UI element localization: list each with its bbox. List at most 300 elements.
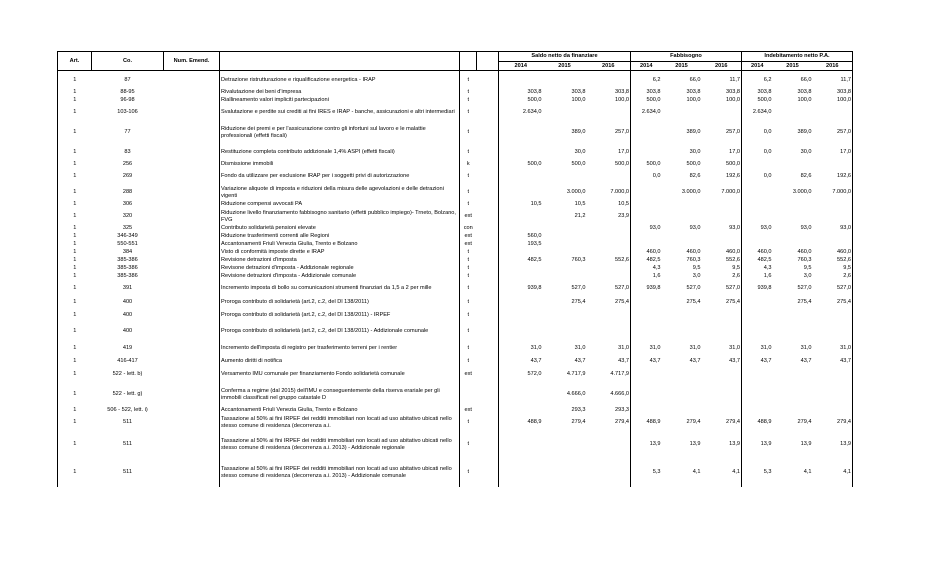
description-cell: Fondo da utilizzare per esclusione IRAP per i soggetti privi di autorizzazione: [220, 169, 460, 185]
spacer-cell: [477, 273, 499, 281]
value-cell: 482,5: [757, 257, 772, 264]
value-cell: [702, 383, 742, 407]
value-cell: 5,3: [652, 469, 661, 476]
description-cell: Revisone detrazioni d'imposta - Addizionale regionale: [220, 265, 460, 273]
value-cell: [499, 309, 543, 323]
co-cell: 511: [123, 469, 132, 476]
type-cell: ext: [464, 407, 472, 414]
value-cell: [702, 407, 742, 415]
co-cell: 400: [122, 299, 133, 306]
value-cell: 7.000,0: [702, 185, 742, 201]
value-cell: 0,0: [763, 173, 772, 180]
group-header-fabbisogno: Fabbisogno: [631, 52, 742, 62]
type-cell: t: [467, 173, 470, 180]
co-header: Co.: [92, 52, 164, 71]
value-cell: [631, 121, 662, 145]
value-cell: 500,0: [702, 161, 742, 169]
type-cell: t: [467, 469, 470, 476]
table-row: [58, 431, 853, 459]
type-cell: t: [467, 249, 470, 256]
value-cell: 93,0: [760, 225, 772, 232]
num-emend-cell: [164, 97, 220, 105]
value-cell: [587, 273, 631, 281]
description-header: [220, 52, 460, 71]
type-cell: t: [467, 129, 470, 136]
value-cell: [662, 201, 702, 209]
value-cell: 43,7: [813, 357, 853, 367]
value-cell: [499, 383, 543, 407]
value-cell: [662, 233, 702, 241]
description-cell: Tassazione al 50% ai fini IRPEF dei redditi immobiliari non locati ad uso abitativo ubicati nello stesso comune di residenza (decorrenza a.i.: [220, 415, 460, 431]
value-cell: [631, 323, 662, 341]
value-cell: 30,0: [574, 149, 586, 156]
art-cell: 1: [58, 383, 92, 407]
num-emend-cell: [164, 297, 220, 309]
value-cell: 10,5: [587, 201, 631, 209]
co-cell: 511: [123, 441, 132, 448]
value-cell: 6,2: [763, 76, 772, 83]
description-cell: Restituzione completa contributo addizionale 1,4% ASPI (effetti fiscali): [220, 145, 460, 161]
value-cell: [587, 459, 631, 487]
value-cell: 31,0: [574, 345, 586, 352]
num-emend-cell: [164, 161, 220, 169]
value-cell: 31,0: [702, 341, 742, 357]
value-cell: 13,9: [760, 441, 772, 448]
value-cell: 43,7: [689, 358, 701, 365]
num-emend-cell: [164, 357, 220, 367]
year-header: 2015: [675, 62, 688, 69]
value-cell: 2.634,0: [522, 109, 542, 116]
value-cell: [742, 209, 773, 225]
value-cell: [742, 297, 773, 309]
description-cell: Revisione detrazioni d'imposta: [220, 257, 460, 265]
value-cell: [499, 459, 543, 487]
spacer-cell: [477, 281, 499, 297]
value-cell: 13,9: [689, 441, 701, 448]
table-row: [58, 459, 853, 487]
description-cell: Svalutazione e perdite sui crediti ai fini IRES e IRAP - banche, assicurazioni e altri intermediari: [220, 105, 460, 121]
spacer-cell: [477, 233, 499, 241]
spacer-cell: [477, 265, 499, 273]
co-cell: 320: [122, 213, 133, 220]
value-cell: [499, 323, 543, 341]
num-emend-cell: [164, 225, 220, 233]
value-cell: [587, 249, 631, 257]
table-row: [58, 201, 853, 209]
co-cell: 522 - lett. g): [112, 391, 143, 398]
value-cell: [773, 407, 813, 415]
art-cell: 1: [58, 407, 92, 415]
value-cell: 43,7: [800, 358, 812, 365]
value-cell: 43,7: [760, 358, 772, 365]
description-cell: Rivalutazione dei beni d'impresa: [220, 89, 460, 97]
value-cell: 4,1: [692, 469, 701, 476]
value-cell: [702, 367, 742, 383]
value-cell: 10,5: [574, 201, 586, 208]
value-cell: 3.000,0: [681, 189, 701, 196]
description-cell: Incremento dell'imposta di registro per trasferimento terreni per i rentier: [220, 341, 460, 357]
value-cell: 552,6: [587, 257, 631, 265]
value-cell: [702, 241, 742, 249]
spacer-cell: [477, 249, 499, 257]
value-cell: 31,0: [530, 345, 542, 352]
value-cell: 275,4: [813, 297, 853, 309]
co-cell: 288: [122, 189, 133, 196]
value-cell: [631, 145, 662, 161]
value-cell: [813, 201, 853, 209]
table-row: [58, 407, 853, 415]
co-cell: 103-106: [117, 109, 138, 116]
value-cell: 389,0: [686, 129, 701, 136]
type-cell: ext: [464, 371, 472, 378]
value-cell: [742, 407, 773, 415]
value-cell: 527,0: [686, 285, 701, 292]
value-cell: 500,0: [527, 97, 542, 104]
art-cell: 1: [58, 145, 92, 161]
spacer-cell: [477, 71, 499, 89]
value-cell: [813, 323, 853, 341]
value-cell: [662, 367, 702, 383]
value-cell: [499, 169, 543, 185]
group-header-indebitamento: Indebitamento netto P.A.: [742, 52, 853, 62]
value-cell: 43,7: [702, 357, 742, 367]
value-cell: [813, 407, 853, 415]
co-cell: 511: [123, 419, 132, 426]
value-cell: 4,3: [763, 265, 772, 272]
type-cell: t: [467, 312, 470, 319]
value-cell: [543, 431, 587, 459]
art-cell: 1: [58, 161, 92, 169]
value-cell: [662, 209, 702, 225]
value-cell: 939,8: [757, 285, 772, 292]
value-cell: 9,5: [813, 265, 853, 273]
value-cell: [813, 161, 853, 169]
value-cell: 21,2: [574, 213, 586, 220]
value-cell: 100,0: [797, 97, 812, 104]
value-cell: 257,0: [702, 121, 742, 145]
value-cell: [499, 145, 543, 161]
value-cell: 93,0: [800, 225, 812, 232]
value-cell: [773, 233, 813, 241]
value-cell: 460,0: [813, 249, 853, 257]
value-cell: 460,0: [797, 249, 812, 256]
value-cell: 279,4: [702, 415, 742, 431]
value-cell: 279,4: [813, 415, 853, 431]
table-row: [58, 241, 853, 249]
value-cell: 93,0: [689, 225, 701, 232]
num-emend-cell: [164, 71, 220, 89]
num-emend-cell: [164, 121, 220, 145]
value-cell: 279,4: [686, 419, 701, 426]
value-cell: [662, 105, 702, 121]
num-emend-cell: [164, 383, 220, 407]
co-cell: 400: [122, 312, 133, 319]
value-cell: 939,8: [646, 285, 661, 292]
type-cell: t: [467, 273, 470, 280]
type-cell: t: [467, 76, 470, 83]
value-cell: 3.000,0: [566, 189, 586, 196]
value-cell: [631, 407, 662, 415]
value-cell: 31,0: [649, 345, 661, 352]
value-cell: 257,0: [587, 121, 631, 145]
value-cell: [773, 309, 813, 323]
art-header: Art.: [58, 52, 92, 71]
value-cell: 7.000,0: [813, 185, 853, 201]
spacer-cell: [477, 169, 499, 185]
table-row: [58, 257, 853, 265]
art-cell: 1: [58, 233, 92, 241]
table-row: [58, 185, 853, 201]
value-cell: 488,9: [646, 419, 661, 426]
table-row: [58, 169, 853, 185]
table-row: [58, 309, 853, 323]
spacer-cell: [477, 145, 499, 161]
budget-table: [57, 51, 853, 487]
value-cell: [587, 309, 631, 323]
value-cell: [499, 297, 543, 309]
value-cell: 7.000,0: [587, 185, 631, 201]
value-cell: 500,0: [571, 161, 586, 168]
value-cell: [742, 323, 773, 341]
value-cell: 93,0: [649, 225, 661, 232]
value-cell: 2,6: [813, 273, 853, 281]
year-header: 2014: [751, 62, 764, 69]
art-cell: 1: [58, 105, 92, 121]
value-cell: 572,0: [527, 371, 542, 378]
co-cell: 522 - lett. b): [112, 371, 143, 378]
spacer-cell: [477, 341, 499, 357]
value-cell: [543, 71, 587, 89]
value-cell: [631, 383, 662, 407]
value-cell: 760,3: [571, 257, 586, 264]
description-cell: Detrazione ristrutturazione e riqualificazione energetica - IRAP: [220, 71, 460, 89]
value-cell: [742, 201, 773, 209]
value-cell: [813, 209, 853, 225]
table-row: [58, 105, 853, 121]
value-cell: 303,8: [571, 89, 586, 96]
value-cell: 303,8: [797, 89, 812, 96]
type-cell: k: [466, 161, 470, 168]
value-cell: 5,3: [763, 469, 772, 476]
table-row: [58, 121, 853, 145]
value-cell: 31,0: [587, 341, 631, 357]
value-cell: 527,0: [797, 285, 812, 292]
spacer-cell: [477, 323, 499, 341]
value-cell: [587, 323, 631, 341]
value-cell: [662, 383, 702, 407]
num-emend-cell: [164, 201, 220, 209]
value-cell: [543, 459, 587, 487]
value-cell: [631, 367, 662, 383]
value-cell: 275,4: [571, 299, 586, 306]
value-cell: 939,8: [527, 285, 542, 292]
table-row: [58, 273, 853, 281]
value-cell: [631, 185, 662, 201]
value-cell: 17,0: [702, 145, 742, 161]
value-cell: [587, 71, 631, 89]
art-cell: 1: [58, 281, 92, 297]
value-cell: 760,3: [797, 257, 812, 264]
spacer-header: [477, 52, 499, 71]
description-cell: Conferma a regime (dal 2015) dell'IMU e conseguentemente della riserva erariale per gli immobili classificati nel gruppo catastale D: [220, 383, 460, 407]
type-cell: [460, 383, 477, 407]
type-cell: t: [467, 201, 470, 208]
value-cell: 3.000,0: [792, 189, 812, 196]
value-cell: 43,7: [574, 358, 586, 365]
num-emend-cell: [164, 209, 220, 225]
value-cell: 4,1: [813, 459, 853, 487]
value-cell: [543, 309, 587, 323]
type-cell: t: [467, 358, 470, 365]
table-row: [58, 249, 853, 257]
value-cell: [543, 105, 587, 121]
co-cell: 419: [122, 345, 133, 352]
value-cell: 93,0: [813, 225, 853, 233]
year-header: 2015: [558, 62, 571, 69]
year-header: 2016: [587, 62, 631, 71]
value-cell: [813, 105, 853, 121]
value-cell: [773, 201, 813, 209]
value-cell: [702, 233, 742, 241]
value-cell: [499, 71, 543, 89]
value-cell: [587, 431, 631, 459]
value-cell: 460,0: [686, 249, 701, 256]
art-cell: 1: [58, 209, 92, 225]
value-cell: 100,0: [813, 97, 853, 105]
type-cell: t: [467, 149, 470, 156]
table-row: [58, 89, 853, 97]
co-cell: 306: [122, 201, 133, 208]
value-cell: 4,3: [652, 265, 661, 272]
type-cell: con: [463, 225, 473, 232]
value-cell: 460,0: [757, 249, 772, 256]
value-cell: 389,0: [571, 129, 586, 136]
value-cell: [543, 241, 587, 249]
art-cell: 1: [58, 71, 92, 89]
value-cell: 1,6: [763, 273, 772, 280]
type-cell: t: [467, 328, 470, 335]
value-cell: 303,8: [527, 89, 542, 96]
table-row: [58, 265, 853, 273]
art-cell: 1: [58, 273, 92, 281]
value-cell: 82,6: [800, 173, 812, 180]
co-cell: 325: [122, 225, 133, 232]
art-cell: 1: [58, 169, 92, 185]
value-cell: [773, 161, 813, 169]
table-row: [58, 383, 853, 407]
num-emend-cell: [164, 145, 220, 161]
value-cell: 500,0: [527, 161, 542, 168]
type-cell: t: [467, 89, 470, 96]
value-cell: 4.717,9: [587, 367, 631, 383]
value-cell: [499, 273, 543, 281]
value-cell: [773, 383, 813, 407]
value-cell: 6,2: [652, 76, 661, 83]
co-cell: 88-95: [120, 89, 135, 96]
value-cell: 257,0: [813, 121, 853, 145]
spacer-cell: [477, 225, 499, 233]
art-cell: 1: [58, 431, 92, 459]
value-cell: [773, 367, 813, 383]
value-cell: [702, 105, 742, 121]
description-cell: Versamento IMU comunale per finanziamento Fondo solidarietà comunale: [220, 367, 460, 383]
co-cell: 346-349: [117, 233, 138, 240]
value-cell: 9,5: [803, 265, 812, 272]
value-cell: [702, 323, 742, 341]
table-row: [58, 341, 853, 357]
value-cell: [587, 225, 631, 233]
value-cell: 275,4: [797, 299, 812, 306]
value-cell: [587, 169, 631, 185]
description-cell: Contributo solidarietà pensioni elevate: [220, 225, 460, 233]
description-cell: Proroga contributo di solidarietà (art.2, c.2, del Dl 138/2011): [220, 297, 460, 309]
value-cell: [499, 225, 543, 233]
value-cell: 303,8: [702, 89, 742, 97]
value-cell: [702, 201, 742, 209]
art-cell: 1: [58, 89, 92, 97]
value-cell: 13,9: [649, 441, 661, 448]
table-body: [58, 71, 853, 487]
art-cell: 1: [58, 185, 92, 201]
value-cell: 13,9: [702, 431, 742, 459]
art-cell: 1: [58, 241, 92, 249]
value-cell: [543, 169, 587, 185]
spacer-cell: [477, 459, 499, 487]
value-cell: 2.634,0: [752, 109, 772, 116]
value-cell: [587, 233, 631, 241]
table-row: [58, 415, 853, 431]
num-emend-cell: [164, 105, 220, 121]
art-cell: 1: [58, 225, 92, 233]
value-cell: 279,4: [571, 419, 586, 426]
description-cell: Riduzione trasferimenti correnti alle Regioni: [220, 233, 460, 241]
co-cell: 256: [122, 161, 133, 168]
description-cell: Aumento diritti di notifica: [220, 357, 460, 367]
spacer-cell: [477, 209, 499, 225]
spacer-cell: [477, 121, 499, 145]
value-cell: 93,0: [702, 225, 742, 233]
value-cell: 0,0: [763, 129, 772, 136]
table-row: [58, 357, 853, 367]
art-cell: 1: [58, 459, 92, 487]
value-cell: [742, 383, 773, 407]
art-cell: 1: [58, 323, 92, 341]
co-cell: 269: [122, 173, 133, 180]
table-row: [58, 281, 853, 297]
value-cell: 13,9: [800, 441, 812, 448]
type-cell: t: [467, 257, 470, 264]
value-cell: 4.666,0: [587, 383, 631, 407]
type-cell: ext: [464, 213, 472, 220]
co-cell: 550-551: [117, 241, 138, 248]
type-cell: t: [467, 189, 470, 196]
num-emend-cell: [164, 459, 220, 487]
value-cell: [742, 309, 773, 323]
value-cell: 10,5: [530, 201, 542, 208]
value-cell: [813, 383, 853, 407]
value-cell: 43,7: [649, 358, 661, 365]
value-cell: 482,5: [527, 257, 542, 264]
value-cell: [543, 323, 587, 341]
num-emend-cell: [164, 249, 220, 257]
table-row: [58, 209, 853, 225]
year-header: 2014: [499, 62, 543, 71]
value-cell: [702, 209, 742, 225]
value-cell: 303,8: [686, 89, 701, 96]
value-cell: [587, 265, 631, 273]
type-cell: t: [467, 419, 470, 426]
table-row: [58, 323, 853, 341]
